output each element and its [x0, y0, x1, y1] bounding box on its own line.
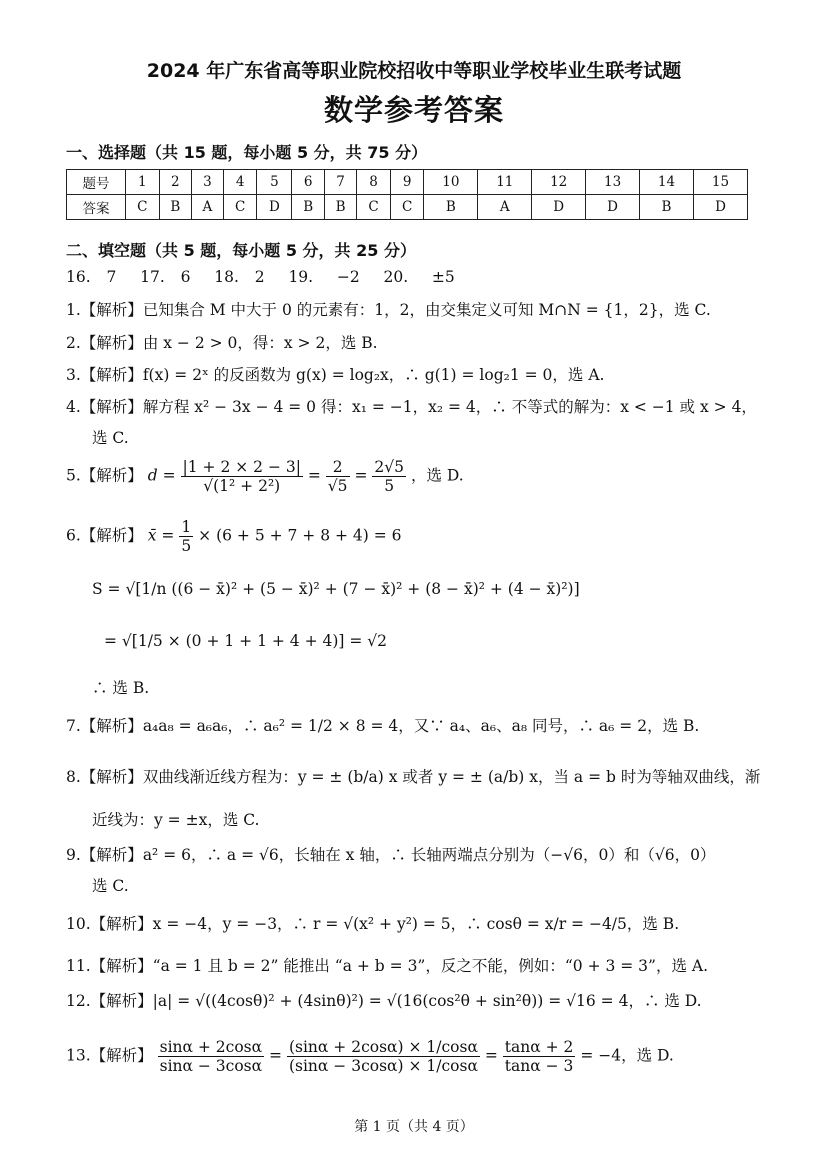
table-header-answer: 答案	[67, 195, 126, 220]
question-number: 10.	[66, 915, 91, 933]
table-cell: 6	[292, 170, 324, 195]
explanation-q7	[66, 714, 699, 736]
explanation-q9-continued: 选 C.	[92, 877, 129, 895]
question-number: 3.	[66, 366, 81, 384]
table-cell: D	[532, 195, 586, 220]
fraction-denominator: (sinα − 3cosα) × 1/cosα	[288, 1057, 478, 1075]
explanation-q4	[66, 395, 757, 417]
explanation-text: a₄a₈ = a₆a₆，∴ a₆² = 1/2 × 8 = 4，又∵ a₄、a₆、a₈ 同号，∴ a₆ = 2，选 B.	[142, 717, 700, 735]
section-choice-heading: 一、选择题（共 15 题，每小题 5 分，共 75 分）	[66, 143, 428, 162]
table-cell: B	[424, 195, 478, 220]
table-cell: C	[357, 195, 391, 220]
fraction-numerator: sinα + 2cosα	[159, 1038, 263, 1056]
fraction-denominator: sinα − 3cosα	[159, 1057, 263, 1075]
table-cell: D	[257, 195, 292, 220]
fraction-numerator: 2	[326, 458, 350, 477]
question-number: 7.	[66, 717, 81, 735]
table-row-numbers	[67, 170, 748, 195]
explanation-q9	[66, 843, 715, 865]
analysis-tag: 【解析】	[80, 334, 143, 352]
table-cell: 3	[191, 170, 223, 195]
question-number: 2.	[66, 334, 81, 352]
fraction-denominator: 5	[181, 537, 192, 555]
explanation-q1	[66, 298, 711, 320]
table-cell: 4	[223, 170, 257, 195]
formula-std-dev-result: = √[1/5 × (0 + 1 + 1 + 4 + 4)] = √2	[104, 632, 388, 650]
table-cell: 9	[390, 170, 424, 195]
explanation-tail: = −4，选 D.	[580, 1046, 674, 1065]
explanation-text: a² = 6，∴ a = √6，长轴在 x 轴，∴ 长轴两端点分别为（−√6，0）和（√6，0）	[142, 846, 716, 864]
fraction-denominator: √5	[327, 477, 348, 495]
table-cell: B	[292, 195, 324, 220]
page-footer: 第 1 页（共 4 页）	[354, 1119, 474, 1135]
question-number: 8.	[66, 768, 81, 786]
table-cell: 2	[159, 170, 191, 195]
fraction	[179, 518, 193, 555]
fill-answers: 16. 7 17. 6 18. 2 19. −2 20. ±5	[66, 268, 455, 286]
analysis-tag: 【解析】	[80, 717, 143, 735]
analysis-tag: 【解析】	[90, 1046, 153, 1065]
explanation-text: 解方程 x² − 3x − 4 = 0 得：x₁ = −1，x₂ = 4，∴ 不等式的解为：x < −1 或 x > 4，	[142, 398, 757, 416]
analysis-tag: 【解析】	[90, 957, 153, 975]
question-number: 5.	[66, 466, 81, 485]
table-cell: B	[159, 195, 191, 220]
question-number: 1.	[66, 301, 81, 319]
table-cell: 14	[640, 170, 694, 195]
answer-table	[66, 169, 748, 220]
fraction-numerator: (sinα + 2cosα) × 1/cosα	[288, 1038, 478, 1056]
fraction-denominator: √(1² + 2²)	[203, 477, 281, 495]
analysis-tag: 【解析】	[80, 526, 143, 545]
fraction-numerator: 1	[181, 518, 192, 536]
question-number: 12.	[66, 992, 91, 1010]
table-cell: 1	[126, 170, 160, 195]
table-row-answers	[67, 195, 748, 220]
fraction-numerator: tanα + 2	[504, 1038, 574, 1056]
table-cell: D	[586, 195, 640, 220]
fraction	[287, 1038, 480, 1075]
table-cell: A	[478, 195, 532, 220]
table-cell: C	[390, 195, 424, 220]
explanation-text: 已知集合 M 中大于 0 的元素有：1，2，由交集定义可知 M∩N = {1，2}，选 C.	[142, 301, 711, 319]
analysis-tag: 【解析】	[80, 398, 143, 416]
fraction	[372, 458, 406, 495]
table-cell: 7	[324, 170, 356, 195]
explanation-text: 双曲线渐近线方程为：y = ± (b/a) x 或者 y = ± (a/b) x，当 a = b 时为等轴双曲线，渐	[142, 768, 761, 786]
section-fill-heading: 二、填空题（共 5 题，每小题 5 分，共 25 分）	[66, 241, 416, 260]
fraction-denominator: tanα − 3	[504, 1057, 574, 1075]
question-number: 11.	[66, 957, 91, 975]
explanation-text: |a| = √((4cosθ)² + (4sinθ)²) = √(16(cos²θ + sin²θ)) = √16 = 4，∴ 选 D.	[152, 992, 702, 1010]
table-cell: D	[693, 195, 747, 220]
table-cell: B	[324, 195, 356, 220]
formula-std-dev: S = √[1/n ((6 − x̄)² + (5 − x̄)² + (7 − x̄)² + (8 − x̄)² + (4 − x̄)²)]	[92, 580, 580, 598]
table-cell: 10	[424, 170, 478, 195]
explanation-text: f(x) = 2ˣ 的反函数为 g(x) = log₂x，∴ g(1) = log₂1 = 0，选 A.	[142, 366, 605, 384]
analysis-tag: 【解析】	[80, 466, 143, 485]
fraction	[503, 1038, 576, 1075]
explanation-q11	[66, 954, 708, 976]
question-number: 9.	[66, 846, 81, 864]
explanation-q12	[66, 989, 702, 1011]
document-subtitle: 数学参考答案	[323, 93, 504, 127]
explanation-text: x = −4，y = −3，∴ r = √(x² + y²) = 5，∴ cosθ = x/r = −4/5，选 B.	[152, 915, 680, 933]
explanation-q13: 13.【解析】 $\frac{\sin\alpha + 2\cos\alpha}{\sin\alpha - 3\cos\alpha}$ = $\frac{(\sin\alpha + 2\cos\alpha) \times 1/\cos\alpha}{(\sin\alpha - 3\cos\alpha) \times 1/\cos\alpha}$ = $\frac{\tan\alpha + 2}{\tan\alpha - 3}$ = −4，选 D.	[66, 1038, 674, 1075]
fraction-denominator: 5	[384, 477, 395, 495]
table-cell: 8	[357, 170, 391, 195]
explanation-q3	[66, 363, 604, 385]
explanation-text: 由 x − 2 > 0，得：x > 2，选 B.	[142, 334, 378, 352]
explanation-tail: ，选 D.	[410, 466, 464, 485]
analysis-tag: 【解析】	[90, 915, 153, 933]
table-cell: 11	[478, 170, 532, 195]
table-header-number: 题号	[67, 170, 126, 195]
fraction-numerator: |1 + 2 × 2 − 3|	[182, 458, 301, 476]
table-cell: 13	[586, 170, 640, 195]
analysis-tag: 【解析】	[80, 301, 143, 319]
question-number: 6.	[66, 526, 81, 545]
table-cell: 15	[693, 170, 747, 195]
table-cell: C	[223, 195, 257, 220]
explanation-q6	[66, 518, 402, 555]
fraction-numerator: 2√5	[374, 458, 404, 476]
exam-title: 2024 年广东省高等职业院校招收中等职业学校毕业生联考试题	[146, 60, 682, 82]
explanation-q4-continued: 选 C.	[92, 429, 129, 447]
table-cell: C	[126, 195, 160, 220]
table-cell: B	[640, 195, 694, 220]
explanation-q2	[66, 331, 378, 353]
question-number: 13.	[66, 1046, 91, 1065]
table-cell: A	[191, 195, 223, 220]
formula-lhs: d =	[147, 466, 176, 485]
table-cell: 12	[532, 170, 586, 195]
fraction	[158, 1038, 265, 1075]
table-cell: 5	[257, 170, 292, 195]
explanation-q5: 5.【解析】 d = $\frac{|1 + 2 \times 2 - 3|}{\text{√(1² + 2²)}}$ = $\frac{2}{√5}$ = $\frac{2√5}{5}$ ，选 D.	[66, 458, 464, 495]
formula-lhs: x̄ =	[147, 526, 175, 545]
explanation-q8-continued: 近线为：y = ±x，选 C.	[92, 811, 260, 829]
analysis-tag: 【解析】	[80, 846, 143, 864]
explanation-q10	[66, 912, 679, 934]
formula-rest: × (6 + 5 + 7 + 8 + 4) = 6	[198, 526, 402, 545]
analysis-tag: 【解析】	[80, 768, 143, 786]
fraction	[326, 458, 350, 495]
analysis-tag: 【解析】	[90, 992, 153, 1010]
explanation-text: “a = 1 且 b = 2” 能推出 “a + b = 3”，反之不能，例如：“0 + 3 = 3”，选 A.	[152, 957, 709, 975]
fraction	[181, 458, 303, 495]
question-number: 4.	[66, 398, 81, 416]
explanation-q6-conclusion: ∴ 选 B.	[92, 679, 150, 697]
analysis-tag: 【解析】	[80, 366, 143, 384]
explanation-q8	[66, 765, 760, 787]
